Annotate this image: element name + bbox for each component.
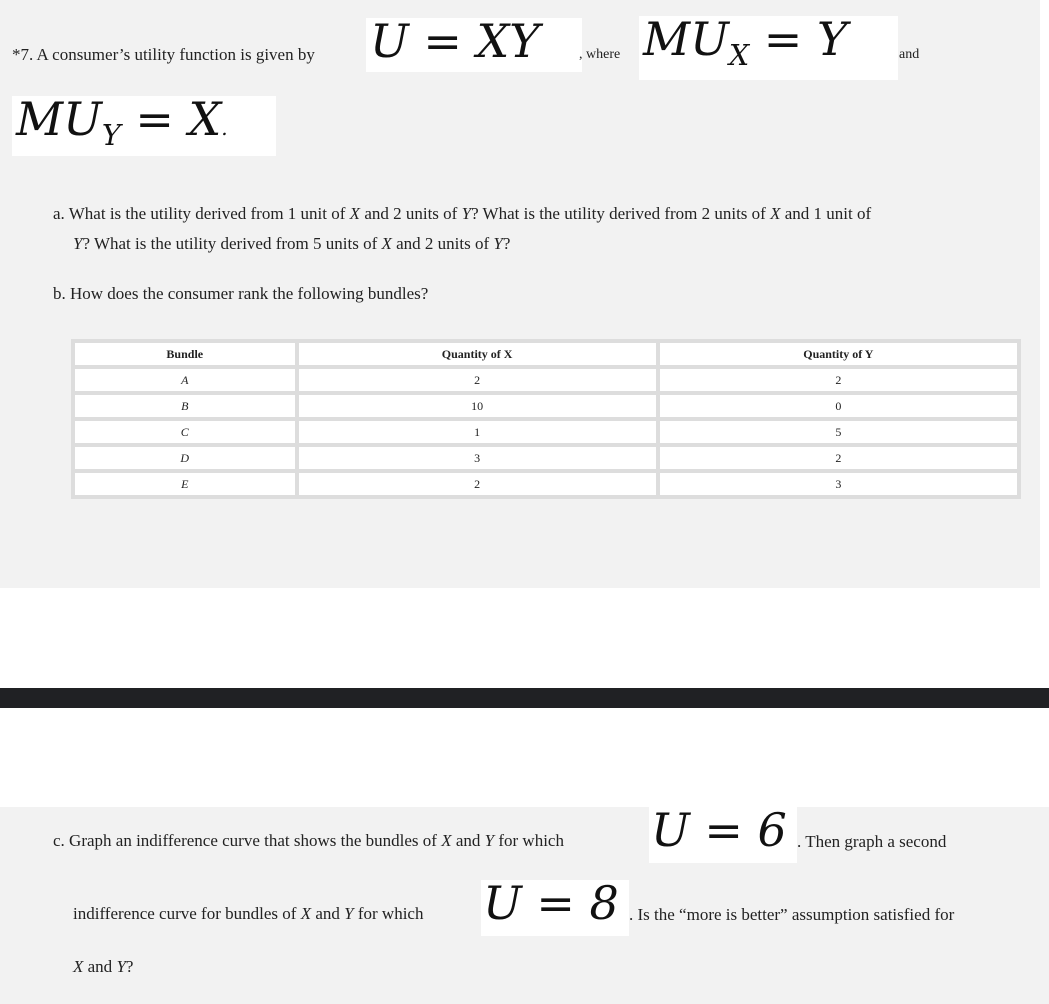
utility-function: U = XY	[366, 18, 582, 72]
quantity-x-cell: 2	[299, 473, 656, 495]
part-c-line-1: c. Graph an indifference curve that shows the bundles of X and Y for which	[53, 831, 564, 850]
quantity-x-cell: 3	[299, 447, 656, 469]
part-a-line-1: a. What is the utility derived from 1 unit of X and 2 units of Y? What is the utility derived from 2 units of X and 1 unit of	[53, 204, 872, 223]
quantity-x-cell: 2	[299, 369, 656, 391]
bundle-cell: B	[75, 395, 295, 417]
divider-bar	[0, 688, 1049, 708]
bundle-cell: C	[75, 421, 295, 443]
quantity-x-cell: 10	[299, 395, 656, 417]
quantity-y-cell: 2	[660, 369, 1017, 391]
quantity-y-cell: 2	[660, 447, 1017, 469]
part-c-more-is-better: . Is the “more is better” assumption satisfied for	[629, 905, 955, 924]
where-text: , where	[579, 47, 621, 62]
part-c-line-2: indifference curve for bundles of X and Y for which	[73, 904, 424, 923]
table-row	[75, 447, 1017, 469]
question-intro: *7. A consumer’s utility function is given by	[12, 45, 315, 64]
u-equals-6: U = 6	[649, 807, 797, 863]
table-header-row	[75, 343, 1017, 365]
table-row	[75, 369, 1017, 391]
bundle-table	[71, 339, 1021, 499]
bundle-cell: D	[75, 447, 295, 469]
u-equals-8: U = 8	[481, 880, 629, 936]
quantity-y-cell: 5	[660, 421, 1017, 443]
and-text: and	[899, 47, 920, 62]
mu-x-formula: $MU_X = Y$	[639, 16, 898, 80]
table-row	[75, 395, 1017, 417]
mu-y-formula: $MU_Y = X$.	[12, 96, 276, 156]
part-c-then: . Then graph a second	[797, 832, 947, 851]
header-quantity-y: Quantity of Y	[660, 343, 1017, 365]
bundle-cell: A	[75, 369, 295, 391]
table-row	[75, 473, 1017, 495]
part-c-line-3: X and Y?	[73, 957, 134, 976]
quantity-y-cell: 0	[660, 395, 1017, 417]
header-bundle: Bundle	[75, 343, 295, 365]
header-quantity-x: Quantity of X	[299, 343, 656, 365]
part-a-line-2: Y? What is the utility derived from 5 units of X and 2 units of Y?	[73, 234, 511, 253]
table-row	[75, 421, 1017, 443]
quantity-x-cell: 1	[299, 421, 656, 443]
bundle-cell: E	[75, 473, 295, 495]
part-b-text: b. How does the consumer rank the following bundles?	[53, 284, 429, 303]
quantity-y-cell: 3	[660, 473, 1017, 495]
